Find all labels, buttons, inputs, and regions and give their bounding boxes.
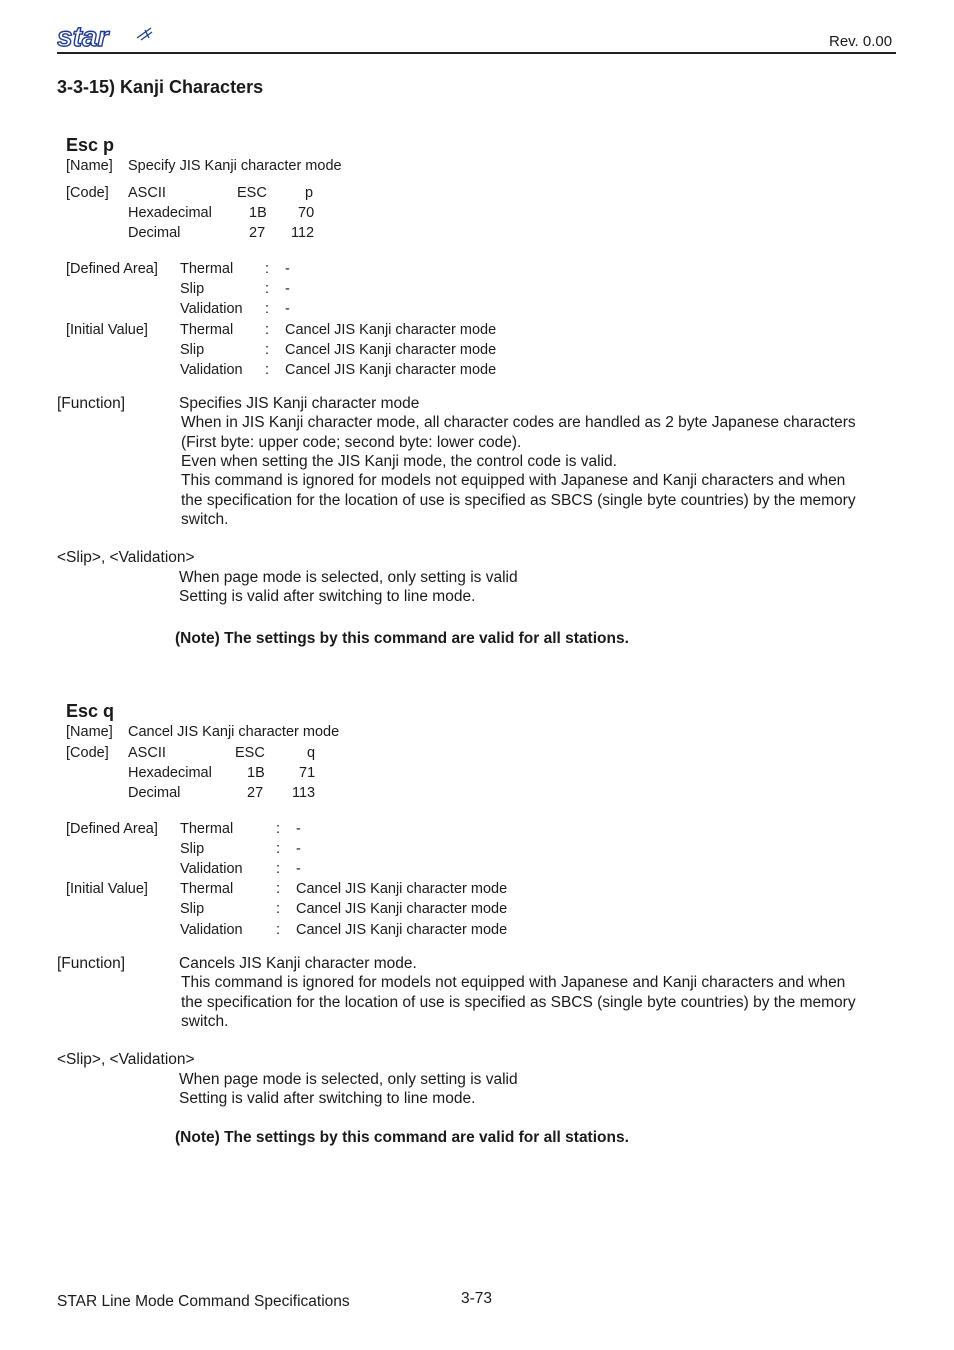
separator: : [276,881,281,897]
code-row-label: Hexadecimal [128,765,212,781]
code-row-label: ASCII [128,185,166,201]
separator: : [265,342,270,358]
code-row-c1: 1B [249,205,267,221]
station-name: Slip [180,841,205,857]
function-line: Specifies JIS Kanji character mode [179,395,420,412]
station-name: Validation [180,922,243,938]
function-line: Even when setting the JIS Kanji mode, the control code is valid. [181,453,617,470]
station-value: Cancel JIS Kanji character mode [285,342,497,358]
separator: : [265,362,270,378]
separator: : [276,821,281,837]
code-row-label: Decimal [128,785,181,801]
function-line: This command is ignored for models not equipped with Japanese and Kanji characters and when [181,472,846,489]
station-value: - [285,301,290,317]
station-name: Slip [180,901,205,917]
command-name: Specify JIS Kanji character mode [128,158,342,174]
separator: : [276,922,281,938]
separator: : [276,841,281,857]
function-label: [Function] [57,955,126,972]
slip-line: Setting is valid after switching to line mode. [179,1090,476,1107]
function-line: switch. [181,511,229,528]
code-row-label: Hexadecimal [128,205,212,221]
separator: : [276,861,281,877]
station-name: Validation [180,362,243,378]
command-name: Cancel JIS Kanji character mode [128,724,340,740]
station-value: - [296,821,301,837]
station-name: Slip [180,342,205,358]
code-row-label: Decimal [128,225,181,241]
station-value: - [296,841,301,857]
defined-area-label: [Defined Area] [66,261,158,277]
logo-wordmark: star [57,24,109,50]
name-label: [Name] [66,158,113,174]
function-label: [Function] [57,395,126,412]
function-line: the specification for the location of use is specified as SBCS (single byte countries) by the memory [181,492,856,509]
station-value: Cancel JIS Kanji character mode [285,322,497,338]
station-name: Thermal [180,322,234,338]
station-name: Validation [180,301,243,317]
star-logo [57,24,153,55]
code-row-c2: 70 [298,205,315,221]
code-row-c1: ESC [237,185,267,201]
slip-line: Setting is valid after switching to line mode. [179,588,476,605]
station-name: Validation [180,861,243,877]
slip-line: When page mode is selected, only setting is valid [179,569,518,586]
separator: : [276,901,281,917]
command-title: Esc q [66,701,115,721]
section-title: 3-3-15) Kanji Characters [57,77,264,97]
code-row-c2: 113 [292,785,316,801]
station-name: Slip [180,281,205,297]
station-value: - [285,261,290,277]
code-row-c1: 27 [247,785,264,801]
note-text: (Note) The settings by this command are valid for all stations. [175,630,629,647]
code-row-c1: ESC [235,745,265,761]
code-row-c2: 71 [299,765,316,781]
station-value: - [285,281,290,297]
station-value: Cancel JIS Kanji character mode [296,922,508,938]
name-label: [Name] [66,724,113,740]
station-value: Cancel JIS Kanji character mode [296,881,508,897]
code-label: [Code] [66,745,109,761]
code-row-c1: 1B [247,765,265,781]
slip-line: When page mode is selected, only setting is valid [179,1071,518,1088]
separator: : [265,261,270,277]
initial-value-label: [Initial Value] [66,881,148,897]
function-line: When in JIS Kanji character mode, all character codes are handled as 2 byte Japanese characters [181,414,856,431]
code-label: [Code] [66,185,109,201]
separator: : [265,281,270,297]
code-row-c2: 112 [291,225,315,241]
header-divider [57,52,896,54]
code-row-c1: 27 [249,225,266,241]
station-name: Thermal [180,821,234,837]
separator: : [265,301,270,317]
function-line: the specification for the location of use is specified as SBCS (single byte countries) by the memory [181,994,856,1011]
initial-value-label: [Initial Value] [66,322,148,338]
defined-area-label: [Defined Area] [66,821,158,837]
station-value: Cancel JIS Kanji character mode [296,901,508,917]
code-row-label: ASCII [128,745,166,761]
code-row-c2: q [307,745,316,761]
slip-validation-label: <Slip>, <Validation> [57,549,195,566]
function-line: (First byte: upper code; second byte: lower code). [181,434,522,451]
revision-label: Rev. 0.00 [829,33,893,50]
code-row-c2: p [305,185,314,201]
command-title: Esc p [66,135,115,155]
function-line: This command is ignored for models not equipped with Japanese and Kanji characters and when [181,974,846,991]
slip-validation-label: <Slip>, <Validation> [57,1051,195,1068]
function-line: switch. [181,1013,229,1030]
note-text: (Note) The settings by this command are valid for all stations. [175,1129,629,1146]
station-name: Thermal [180,881,234,897]
footer-doc-title: STAR Line Mode Command Specifications [57,1293,350,1310]
station-value: Cancel JIS Kanji character mode [285,362,497,378]
function-line: Cancels JIS Kanji character mode. [179,955,417,972]
station-name: Thermal [180,261,234,277]
separator: : [265,322,270,338]
page-number: 3-73 [461,1290,493,1307]
station-value: - [296,861,301,877]
